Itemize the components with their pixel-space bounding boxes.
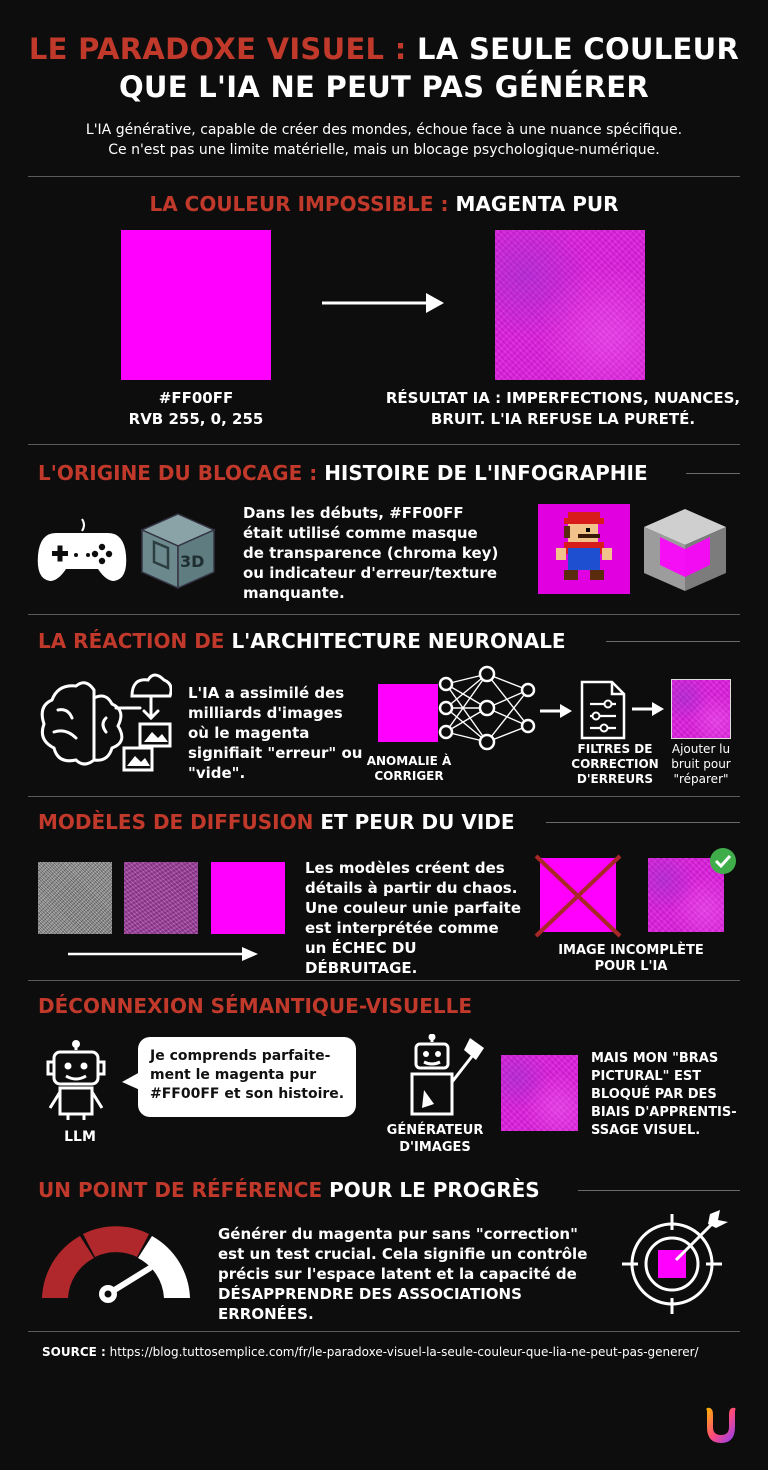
section-heading-disconnect: DÉCONNEXION SÉMANTIQUE-VISUELLE xyxy=(38,994,473,1018)
arrow-right-icon xyxy=(320,290,446,316)
image-generator-robot-icon xyxy=(404,1034,486,1118)
partial-noise-swatch xyxy=(124,862,198,934)
title-red: LE PARADOXE VISUEL : xyxy=(28,32,407,66)
subtitle-line-2: Ce n'est pas une limite matérielle, mais un blocage psychologique-numérique. xyxy=(108,142,660,158)
heading-red: L'ORIGINE DU BLOCAGE : xyxy=(38,461,318,485)
grey-noise-swatch xyxy=(38,862,112,934)
bubble-tail xyxy=(120,1070,142,1092)
generator-label: GÉNÉRATEUR D'IMAGES xyxy=(386,1123,484,1155)
target-icon xyxy=(620,1208,730,1314)
section-heading-diffusion xyxy=(38,809,515,835)
source-link[interactable]: https://blog.tuttosemplice.com/fr/le-paradoxe-visuel-la-seule-couleur-que-lia-ne-peut-pas-generer/ xyxy=(109,1345,699,1359)
pure-magenta-swatch xyxy=(121,230,271,380)
divider xyxy=(28,614,740,615)
checkmark-icon xyxy=(708,846,738,876)
brain-cloud-images-icon xyxy=(36,668,172,778)
page-title xyxy=(0,30,768,68)
ai-magenta-swatch xyxy=(495,230,645,380)
gamepad-icon xyxy=(36,515,128,585)
noise-label: Ajouter lu bruit pour "réparer" xyxy=(671,742,731,786)
rgb-label: RVB 255, 0, 255 xyxy=(128,410,264,428)
neural-text: L'IA a assimilé des milliards d'images où le magenta signifiait "erreur" ou "vide". xyxy=(188,684,363,782)
diffusion-text: Les modèles créent des détails à partir du chaos. Une couleur unie parfaite est interprétée comme un ÉCHEC DU DÉBRUITAGE. xyxy=(305,859,522,977)
title-white: LA SEULE COULEUR xyxy=(417,32,740,66)
cross-icon xyxy=(530,850,626,942)
section-heading-benchmark xyxy=(38,1177,540,1203)
heading-red: LA RÉACTION DE xyxy=(38,629,225,653)
heading-white: ET PEUR DU VIDE xyxy=(320,810,515,834)
heading-rule xyxy=(578,1190,740,1191)
heading-white: MAGENTA PUR xyxy=(455,192,619,216)
heading-red: MODÈLES DE DIFFUSION xyxy=(38,810,314,834)
logo-icon xyxy=(703,1405,739,1445)
divider xyxy=(28,444,740,445)
source-label: SOURCE : xyxy=(42,1345,106,1359)
divider xyxy=(28,176,740,177)
pure-swatch xyxy=(211,862,285,934)
heading-rule xyxy=(606,641,740,642)
filter-document-icon xyxy=(578,680,628,740)
neural-network-icon xyxy=(438,660,536,756)
divider xyxy=(28,796,740,797)
section-heading-origin xyxy=(38,460,648,486)
heading-rule xyxy=(546,822,740,823)
gauge-icon xyxy=(36,1218,196,1310)
speech-bubble xyxy=(138,1037,356,1117)
ai-result-caption-1: RÉSULTAT IA : IMPERFECTIONS, NUANCES, xyxy=(385,389,741,407)
3d-cube-icon xyxy=(138,510,218,592)
robot-icon xyxy=(44,1040,108,1122)
anomaly-swatch xyxy=(378,684,438,742)
incomplete-caption: IMAGE INCOMPLÈTE POUR L'IA xyxy=(558,943,704,974)
speech-bubble-text: Je comprends parfaite-ment le magenta pur #FF00FF et son histoire. xyxy=(150,1048,345,1102)
benchmark-text: Générer du magenta pur sans "correction" est un test crucial. Cela signifie un contrôle précis sur l'espace latent et la capacité de DÉSAPPRENDRE DES ASSOCIATIONS ERRONÉES. xyxy=(218,1225,588,1323)
filters-label: FILTRES DE CORRECTION D'ERREURS xyxy=(571,742,659,786)
heading-rule xyxy=(686,473,740,474)
section-heading-neural xyxy=(38,628,566,654)
heading-white: L'ARCHITECTURE NEURONALE xyxy=(231,629,566,653)
missing-texture-cube-icon xyxy=(640,505,730,595)
heading-white: POUR LE PROGRÈS xyxy=(329,1178,540,1202)
anomaly-label: ANOMALIE À CORRIGER xyxy=(366,754,452,783)
page-title-line-2: QUE L'IA NE PEUT PAS GÉNÉRER xyxy=(118,70,650,104)
heading-white: HISTOIRE DE L'INFOGRAPHIE xyxy=(324,461,648,485)
generated-swatch xyxy=(501,1055,578,1131)
origin-text: Dans les débuts, #FF00FF était utilisé comme masque de transparence (chroma key) ou indicateur d'erreur/texture manquante. xyxy=(243,504,499,602)
arrow-right-icon xyxy=(538,702,574,720)
heading-red: UN POINT DE RÉFÉRENCE xyxy=(38,1178,323,1202)
source-line xyxy=(42,1344,742,1360)
hex-code-label: #FF00FF xyxy=(158,389,234,407)
subtitle-line-1: L'IA générative, capable de créer des mondes, échoue face à une nuance spécifique. xyxy=(85,122,683,138)
arrow-right-icon xyxy=(630,700,666,718)
ai-result-caption-2: BRUIT. L'IA REFUSE LA PURETÉ. xyxy=(430,410,696,428)
arrow-right-icon xyxy=(66,944,260,964)
divider xyxy=(28,1331,740,1332)
cube-3d-label: 3D xyxy=(180,552,205,571)
noisy-output-swatch xyxy=(671,679,731,739)
mario-sprite-image xyxy=(538,504,630,594)
section-heading-impossible-color xyxy=(0,191,768,217)
heading-red: LA COULEUR IMPOSSIBLE : xyxy=(149,192,449,216)
divider xyxy=(28,980,740,981)
llm-label: LLM xyxy=(64,1129,96,1145)
visual-bias-text: MAIS MON "BRAS PICTURAL" EST BLOQUÉ PAR DES BIAIS D'APPRENTIS-SSAGE VISUEL. xyxy=(591,1051,737,1138)
